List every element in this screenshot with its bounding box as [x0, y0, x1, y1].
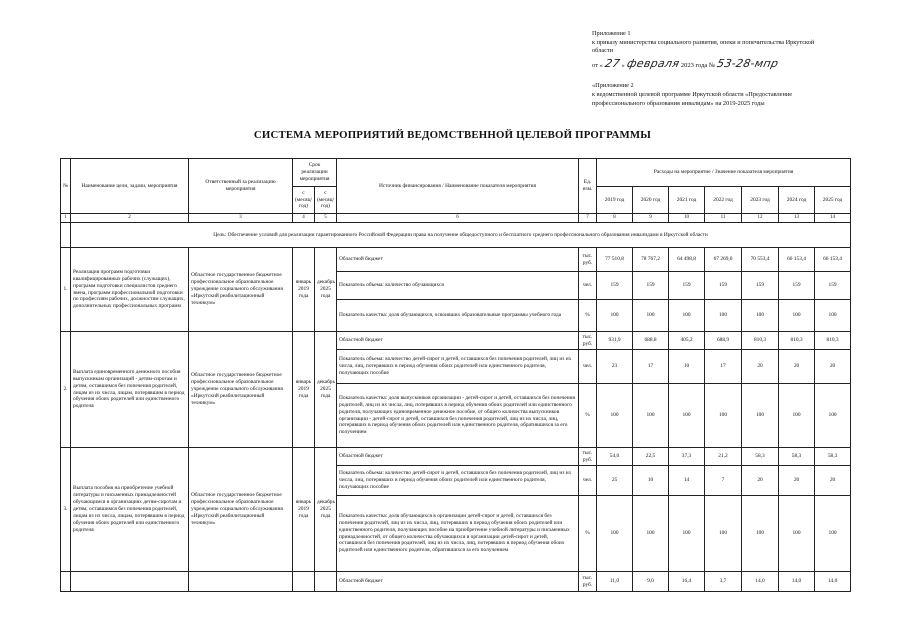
header-row-1 [61, 159, 851, 187]
date-prefix: от « [592, 61, 603, 69]
value-cell: 14,0 [815, 572, 851, 592]
value-cell: 25 [597, 466, 633, 496]
value-cell: 21,2 [705, 448, 742, 466]
value-cell: 66 153,4 [779, 248, 815, 272]
value-cell: 70 553,4 [742, 248, 779, 272]
col-number: 11 [705, 214, 742, 223]
date-year: 2023 года № [680, 61, 716, 69]
col-number: 12 [742, 214, 779, 223]
header-expenses: Расходы на мероприятие / Значение показателя мероприятия [597, 159, 851, 187]
value-cell: 14 [669, 466, 705, 496]
col-number: 7 [579, 214, 597, 223]
appendix-header [592, 30, 862, 108]
value-cell: 100 [669, 300, 705, 332]
value-cell: 14,0 [779, 572, 815, 592]
unit-cell: тыс. руб. [579, 248, 597, 272]
value-cell: 688,8 [633, 332, 669, 350]
goal-row [61, 223, 851, 248]
program-ref: к ведомственной целевой программе Иркутской области «Предоставление [592, 90, 793, 98]
activity-number: 3. [61, 448, 71, 572]
activity-name: Реализация программ подготовки квалифицированных рабочих (служащих), программ подготовки специалистов среднего звена, программ профессиональной подготовки по профессиям рабочих, должностям служащих, дополнительных профессиональных программ [71, 248, 189, 332]
header-responsible: Ответственный за реализацию мероприятия [189, 159, 293, 214]
appendix-order-ref: к приказу министерства социального развития, опеки и попечительства Иркутской [592, 38, 815, 46]
col-number: 14 [815, 214, 851, 223]
value-cell: 22,5 [633, 448, 669, 466]
value-cell: 810,3 [742, 332, 779, 350]
value-cell: 159 [815, 272, 851, 300]
value-cell: 100 [742, 384, 779, 448]
header-term: Срок реализации мероприятия [293, 159, 337, 187]
value-cell: 64 498,8 [669, 248, 705, 272]
activity-name: Выплата единовременного денежного пособия выпускникам организаций - детям-сиротам и детям, оставшимся без попечения родителей, лицам из их числа, лицам, потерявшим в период обучения обоих родителей или единственного родителя [71, 332, 189, 448]
value-cell: 159 [779, 272, 815, 300]
value-cell: 159 [597, 272, 633, 300]
value-cell: 100 [705, 384, 742, 448]
value-cell: 9,0 [633, 572, 669, 592]
source-cell: Показатель качества: доля обучающихся в организации детей-сирот и детей, оставшихся без попечения родителей, лиц из их числа, лиц, потерявших в период обучения обоих родителей или единственного родителя, получающих пособие на приобретение учебной литературы и письменных принадлежностей, от общего количества обучающихся в организации детей-сирот и детей, оставшихся без попечения родителей, лиц из их числа, лиц, потерявших в период обучения обоих родителей или единственного родителя, обратившихся за его получением [337, 496, 579, 572]
source-cell: Показатель объема: количество детей-сирот и детей, оставшихся без попечения родителей, лиц из их числа, лиц, потерявших в период обучения обоих родителей или единственного родителя, получающих пособие [337, 466, 579, 496]
value-cell: 810,3 [779, 332, 815, 350]
activity-from: январь 2019 года [293, 332, 315, 448]
activity-from: январь 2019 года [293, 448, 315, 572]
value-cell: 66 153,4 [815, 248, 851, 272]
header-year: 2019 год [597, 187, 633, 214]
col-number: 1 [61, 214, 71, 223]
source-cell: Показатель объема: количество обучающихся [337, 272, 579, 300]
source-cell: Показатель качества: доля выпускников организации - детей-сирот и детей, оставшихся без попечения родителей, лиц из их числа, лиц, потерявших в период обучения обоих родителей или единственного родителя, получающих единовременное денежное пособие, от общего количества выпускников организации - детей-сирот и детей, оставшихся без попечения родителей, лиц из их числа, лиц, потерявших в период обучения обоих родителей или единственного родителя, обратившихся за его получением [337, 384, 579, 448]
value-cell: 100 [669, 384, 705, 448]
value-cell: 78 767,2 [633, 248, 669, 272]
activity-number: 1. [61, 248, 71, 332]
unit-cell: тыс. руб. [579, 572, 597, 592]
unit-cell: чел. [579, 466, 597, 496]
date-month: февраля [625, 56, 681, 70]
date-day: 27 [603, 56, 622, 70]
value-cell: 100 [597, 496, 633, 572]
activity-name: Выплата пособия на приобретение учебной литературы и письменных принадлежностей обучающимся в организациях детям-сиротам и детям, оставшимся без попечения родителей, лицам из их числа, лицам, потерявшим в период обучения обоих родителей или единственного родителя [71, 448, 189, 572]
header-year: 2020 год [633, 187, 669, 214]
col-number: 13 [779, 214, 815, 223]
col-number: 2 [71, 214, 189, 223]
document-title: СИСТЕМА МЕРОПРИЯТИЙ ВЕДОМСТВЕННОЙ ЦЕЛЕВОЙ ПРОГРАММЫ [253, 129, 652, 141]
value-cell: 100 [815, 300, 851, 332]
value-cell: 17 [633, 350, 669, 384]
header-name: Наименование цели, задачи, мероприятия [71, 159, 189, 214]
date-mid: » [621, 61, 625, 69]
value-cell: 100 [779, 496, 815, 572]
header-year: 2022 год [705, 187, 742, 214]
order-number: 53-28-мпр [715, 56, 780, 70]
partial-name [71, 572, 189, 592]
source-cell: Показатель объема: количество детей-сирот и детей, оставшихся без попечения родителей, лиц из их числа, лиц, потерявших в период обучения обоих родителей или единственного родителя, получающих пособие [337, 350, 579, 384]
value-cell: 54,0 [597, 448, 633, 466]
partial-to [315, 572, 337, 592]
column-numbers-row [61, 214, 851, 223]
value-cell: 7 [705, 466, 742, 496]
table-row [61, 448, 851, 466]
header-year: 2021 год [669, 187, 705, 214]
value-cell: 100 [742, 496, 779, 572]
unit-cell: чел. [579, 272, 597, 300]
value-cell: 20 [815, 350, 851, 384]
appendix-2-label: «Приложение 2 [592, 82, 634, 90]
table-row [61, 332, 851, 350]
unit-cell: чел. [579, 350, 597, 384]
value-cell: 20 [742, 466, 779, 496]
value-cell: 17 [705, 350, 742, 384]
value-cell: 100 [779, 384, 815, 448]
value-cell: 23 [597, 350, 633, 384]
value-cell: 58,3 [815, 448, 851, 466]
value-cell: 20 [779, 466, 815, 496]
value-cell: 100 [742, 300, 779, 332]
order-date-line [592, 56, 862, 71]
col-number: 5 [315, 214, 337, 223]
table-row [61, 572, 851, 592]
activity-to: декабрь 2025 года [315, 332, 337, 448]
value-cell: 100 [815, 384, 851, 448]
partial-number [61, 572, 71, 592]
unit-cell: % [579, 496, 597, 572]
source-cell: Показатель качества: доля обучающихся, освоивших образовательные программы учебного года [337, 300, 579, 332]
activity-number: 2. [61, 332, 71, 448]
value-cell: 67 269,0 [705, 248, 742, 272]
header-term-to: с (месяц/год) [315, 187, 337, 214]
header-year: 2023 год [742, 187, 779, 214]
col-number: 9 [633, 214, 669, 223]
value-cell: 100 [779, 300, 815, 332]
value-cell: 100 [705, 300, 742, 332]
activity-responsible: Областное государственное бюджетное профессиональное образовательное учреждение социального обслуживания «Иркутский реабилитационный техникум» [189, 332, 293, 448]
header-term-from: с (месяц/год) [293, 187, 315, 214]
unit-cell: % [579, 384, 597, 448]
col-number: 6 [337, 214, 579, 223]
value-cell: 100 [669, 496, 705, 572]
value-cell: 3,7 [705, 572, 742, 592]
value-cell: 20 [779, 350, 815, 384]
header-no: № [61, 159, 71, 214]
partial-from [293, 572, 315, 592]
col-number: 4 [293, 214, 315, 223]
value-cell: 159 [633, 272, 669, 300]
value-cell: 100 [815, 496, 851, 572]
header-unit: Ед. изм. [579, 159, 597, 214]
value-cell: 810,3 [815, 332, 851, 350]
value-cell: 688,9 [705, 332, 742, 350]
source-cell: Областной бюджет [337, 248, 579, 272]
source-cell: Областной бюджет [337, 572, 579, 592]
value-cell: 100 [597, 300, 633, 332]
col-number: 3 [189, 214, 293, 223]
value-cell: 100 [705, 496, 742, 572]
activities-table [60, 158, 851, 592]
value-cell: 10 [669, 350, 705, 384]
goal-text: Цель: Обеспечение условий для реализации гарантированного Российской Федерации права на получение общедоступного и бесплатного среднего профессионального образования инвалидами в Иркутской области [71, 223, 851, 248]
appendix-number: Приложение 1 [592, 30, 631, 37]
value-cell: 159 [705, 272, 742, 300]
value-cell: 100 [633, 496, 669, 572]
value-cell: 58,3 [742, 448, 779, 466]
header-year: 2024 год [779, 187, 815, 214]
table-row [61, 248, 851, 272]
activity-responsible: Областное государственное бюджетное профессиональное образовательное учреждение социального обслуживания «Иркутский реабилитационный техникум» [189, 248, 293, 332]
value-cell: 58,3 [779, 448, 815, 466]
value-cell: 159 [742, 272, 779, 300]
value-cell: 10 [633, 466, 669, 496]
value-cell: 14,0 [742, 572, 779, 592]
value-cell: 100 [597, 384, 633, 448]
col-number: 10 [669, 214, 705, 223]
value-cell: 16,4 [669, 572, 705, 592]
source-cell: Областной бюджет [337, 448, 579, 466]
activity-to: декабрь 2025 года [315, 248, 337, 332]
value-cell: 20 [742, 350, 779, 384]
activity-to: декабрь 2025 года [315, 448, 337, 572]
value-cell: 100 [633, 384, 669, 448]
partial-responsible [189, 572, 293, 592]
value-cell: 931,9 [597, 332, 633, 350]
unit-cell: % [579, 300, 597, 332]
activity-from: январь 2019 года [293, 248, 315, 332]
value-cell: 159 [669, 272, 705, 300]
header-year: 2025 год [815, 187, 851, 214]
unit-cell: тыс. руб. [579, 448, 597, 466]
value-cell: 20 [815, 466, 851, 496]
appendix-region: области [592, 47, 614, 55]
value-cell: 100 [633, 300, 669, 332]
header-sources: Источник финансирования / Наименование показателя мероприятия [337, 159, 579, 214]
value-cell: 11,0 [597, 572, 633, 592]
value-cell: 405,2 [669, 332, 705, 350]
source-cell: Областной бюджет [337, 332, 579, 350]
program-ref-cont: профессионального образования инвалидам» на 2019-2025 годы [592, 99, 765, 107]
value-cell: 77 510,8 [597, 248, 633, 272]
goal-spacer [61, 223, 71, 248]
value-cell: 37,3 [669, 448, 705, 466]
activity-responsible: Областное государственное бюджетное профессиональное образовательное учреждение социального обслуживания «Иркутский реабилитационный техникум» [189, 448, 293, 572]
unit-cell: тыс. руб. [579, 332, 597, 350]
col-number: 8 [597, 214, 633, 223]
